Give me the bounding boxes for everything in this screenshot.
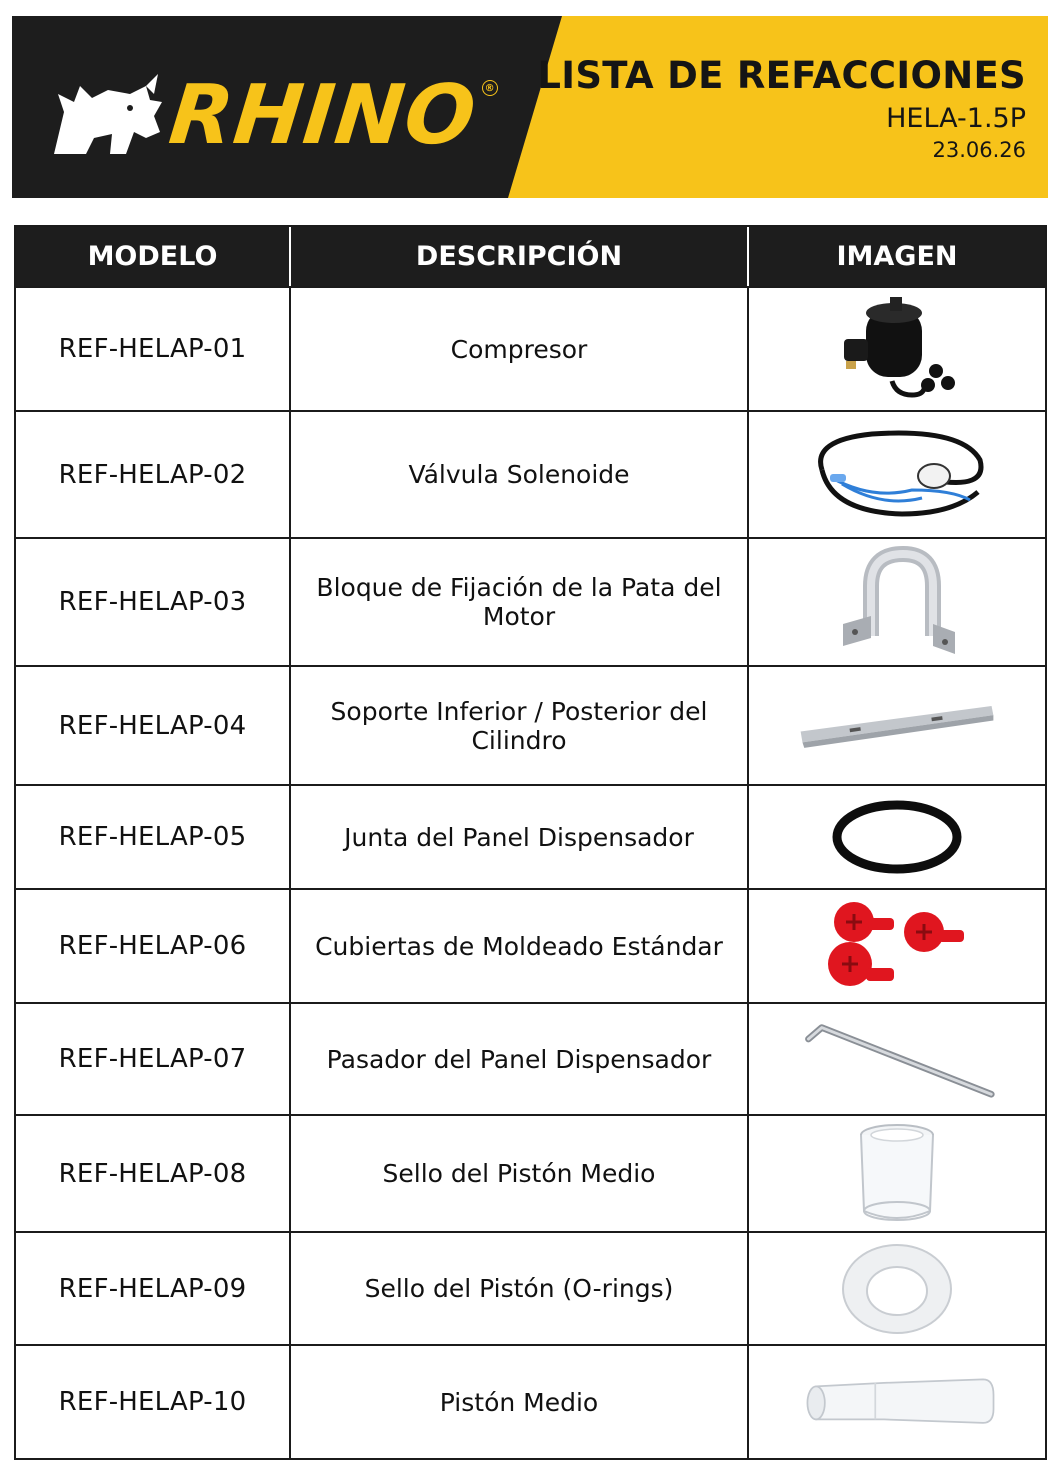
model-number: HELA-1.5P <box>886 103 1026 134</box>
pin-icon <box>797 1004 997 1114</box>
part-code: REF-HELAP-05 <box>16 786 291 888</box>
o-ring-icon <box>797 1233 997 1344</box>
brand-logo <box>50 64 498 168</box>
part-code: REF-HELAP-08 <box>16 1116 291 1231</box>
column-header-image: IMAGEN <box>836 241 958 272</box>
rhino-head-icon <box>50 72 168 160</box>
table-row <box>16 1004 1045 1116</box>
table-header-row <box>16 227 1045 288</box>
part-description: Cubiertas de Moldeado Estándar <box>291 890 749 1002</box>
table-row <box>16 1116 1045 1233</box>
piston-seal-icon <box>797 1116 997 1231</box>
part-code: REF-HELAP-04 <box>16 667 291 784</box>
table-row <box>16 667 1045 786</box>
part-image-cell <box>749 786 1045 888</box>
brand-name: RHINO <box>165 68 481 163</box>
part-description: Sello del Pistón (O-rings) <box>291 1233 749 1344</box>
table-row <box>16 1346 1045 1458</box>
part-image-cell <box>749 1233 1045 1344</box>
part-code: REF-HELAP-09 <box>16 1233 291 1344</box>
part-code: REF-HELAP-10 <box>16 1346 291 1458</box>
column-header-description: DESCRIPCIÓN <box>291 227 749 286</box>
mold-caps-icon <box>797 890 997 1002</box>
document-title: LISTA DE REFACCIONES <box>537 54 1026 97</box>
table-row <box>16 890 1045 1004</box>
document-date: 23.06.26 <box>932 138 1026 162</box>
compressor-icon <box>797 288 997 410</box>
part-image-cell <box>749 1116 1045 1231</box>
part-code: REF-HELAP-06 <box>16 890 291 1002</box>
table-row <box>16 288 1045 412</box>
part-image-cell <box>749 1004 1045 1114</box>
table-row <box>16 412 1045 539</box>
parts-table <box>14 225 1047 1460</box>
part-code: REF-HELAP-03 <box>16 539 291 665</box>
header-banner <box>12 16 1048 198</box>
part-image-cell <box>749 412 1045 537</box>
part-description: Pistón Medio <box>291 1346 749 1458</box>
column-header-model: MODELO <box>16 227 291 286</box>
table-row <box>16 539 1045 667</box>
gasket-icon <box>797 786 997 888</box>
table-row <box>16 1233 1045 1346</box>
part-description: Junta del Panel Dispensador <box>291 786 749 888</box>
cylinder-support-icon <box>797 667 997 784</box>
part-description: Compresor <box>291 288 749 410</box>
piston-icon <box>797 1346 997 1458</box>
part-description: Válvula Solenoide <box>291 412 749 537</box>
registered-mark: ® <box>482 80 498 96</box>
part-image-cell <box>749 667 1045 784</box>
part-image-cell <box>749 539 1045 665</box>
part-image-cell <box>749 890 1045 1002</box>
part-image-cell <box>749 288 1045 410</box>
part-code: REF-HELAP-02 <box>16 412 291 537</box>
part-description: Sello del Pistón Medio <box>291 1116 749 1231</box>
part-image-cell <box>749 1346 1045 1458</box>
solenoid-valve-icon <box>797 412 997 537</box>
part-description: Bloque de Fijación de la Pata del Motor <box>291 539 749 665</box>
part-code: REF-HELAP-01 <box>16 288 291 410</box>
part-code: REF-HELAP-07 <box>16 1004 291 1114</box>
part-description: Soporte Inferior / Posterior del Cilindro <box>291 667 749 784</box>
title-block <box>537 54 1026 162</box>
motor-bracket-icon <box>797 539 997 665</box>
part-description: Pasador del Panel Dispensador <box>291 1004 749 1114</box>
table-row <box>16 786 1045 890</box>
